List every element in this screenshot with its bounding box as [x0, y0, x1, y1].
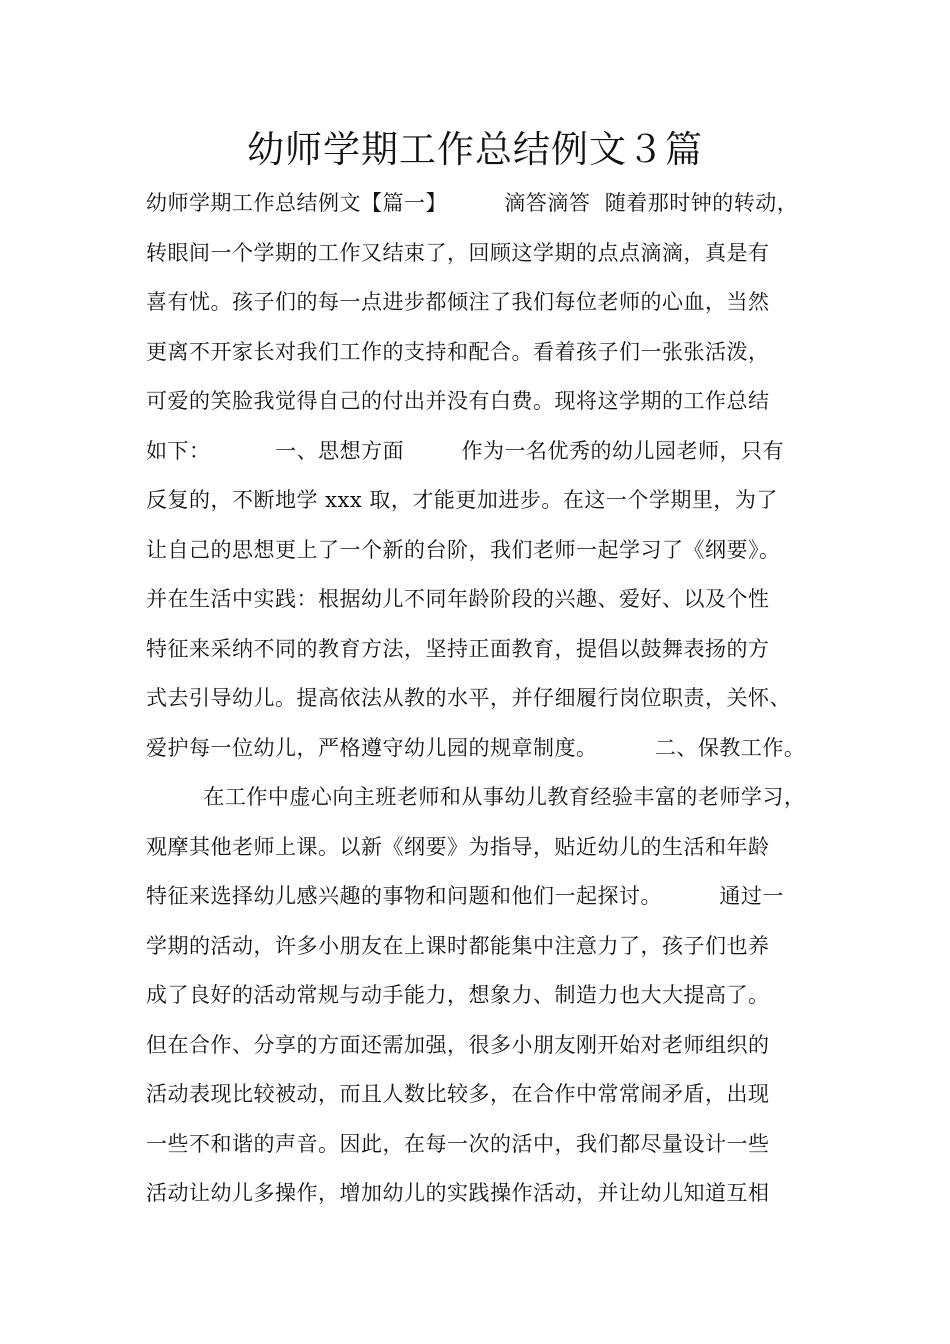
document-title: 幼师学期工作总结例文３篇 — [247, 128, 703, 171]
document-body — [146, 179, 846, 1219]
text-line: 观摩其他老师上课。以新《纲要》为指导，贴近幼儿的生活和年龄 — [146, 834, 770, 859]
text-line: 活动表现比较被动，而且人数比较多，在合作中常常闹矛盾，出现 — [146, 1082, 770, 1106]
text-line: 特征来采纳不同的教育方法，坚持正面教育，提倡以鼓舞表扬的方 — [146, 636, 770, 661]
text-line: 特征来选择幼儿感兴趣的事物和问题和他们一起探讨。 通过一 — [146, 884, 784, 908]
text-line: 喜有忧。孩子们的每一点进步都倾注了我们每位老师的心血，当然 — [146, 290, 770, 314]
text-line: 在工作中虚心向主班老师和从事幼儿教育经验丰富的老师学习， — [146, 785, 806, 809]
text-line: 式去引导幼儿。提高依法从教的水平，并仔细履行岗位职责，关怀、 — [146, 686, 791, 710]
text-line: 让自己的思想更上了一个新的台阶，我们老师一起学习了《纲要》。 — [146, 537, 781, 562]
text-line: 但在合作、分享的方面还需加强，很多小朋友刚开始对老师组织的 — [146, 1032, 770, 1057]
text-line: 活动让幼儿多操作，增加幼儿的实践操作活动，并让幼儿知道互相 — [146, 1181, 770, 1205]
text-line: 爱护每一位幼儿，严格遵守幼儿园的规章制度。 二、保教工作。 — [146, 735, 806, 760]
text-line: 幼师学期工作总结例文【篇一】 滴答滴答 随着那时钟的转动， — [146, 191, 799, 215]
text-line: 成了良好的活动常规与动手能力，想象力、制造力也大大提高了。 — [146, 983, 770, 1007]
text-line: 可爱的笑脸我觉得自己的付出并没有白费。现将这学期的工作总结 — [146, 389, 770, 413]
text-line: 学期的活动，许多小朋友在上课时都能集中注意力了，孩子们也养 — [146, 933, 770, 958]
text-line: 转眼间一个学期的工作又结束了，回顾这学期的点点滴滴，真是有 — [146, 240, 770, 265]
text-line: 更离不开家长对我们工作的支持和配合。看着孩子们一张张活泼， — [146, 339, 770, 364]
text-line: 一些不和谐的声音。因此，在每一次的活中，我们都尽量设计一些 — [146, 1131, 770, 1156]
text-line: 如下： 一、思想方面 作为一名优秀的幼儿园老师，只有 — [146, 438, 784, 463]
text-line: 反复的，不断地学 xxx 取，才能更加进步。在这一个学期里，为了 — [146, 488, 778, 512]
text-line: 并在生活中实践：根据幼儿不同年龄阶段的兴趣、爱好、以及个性 — [146, 587, 770, 611]
